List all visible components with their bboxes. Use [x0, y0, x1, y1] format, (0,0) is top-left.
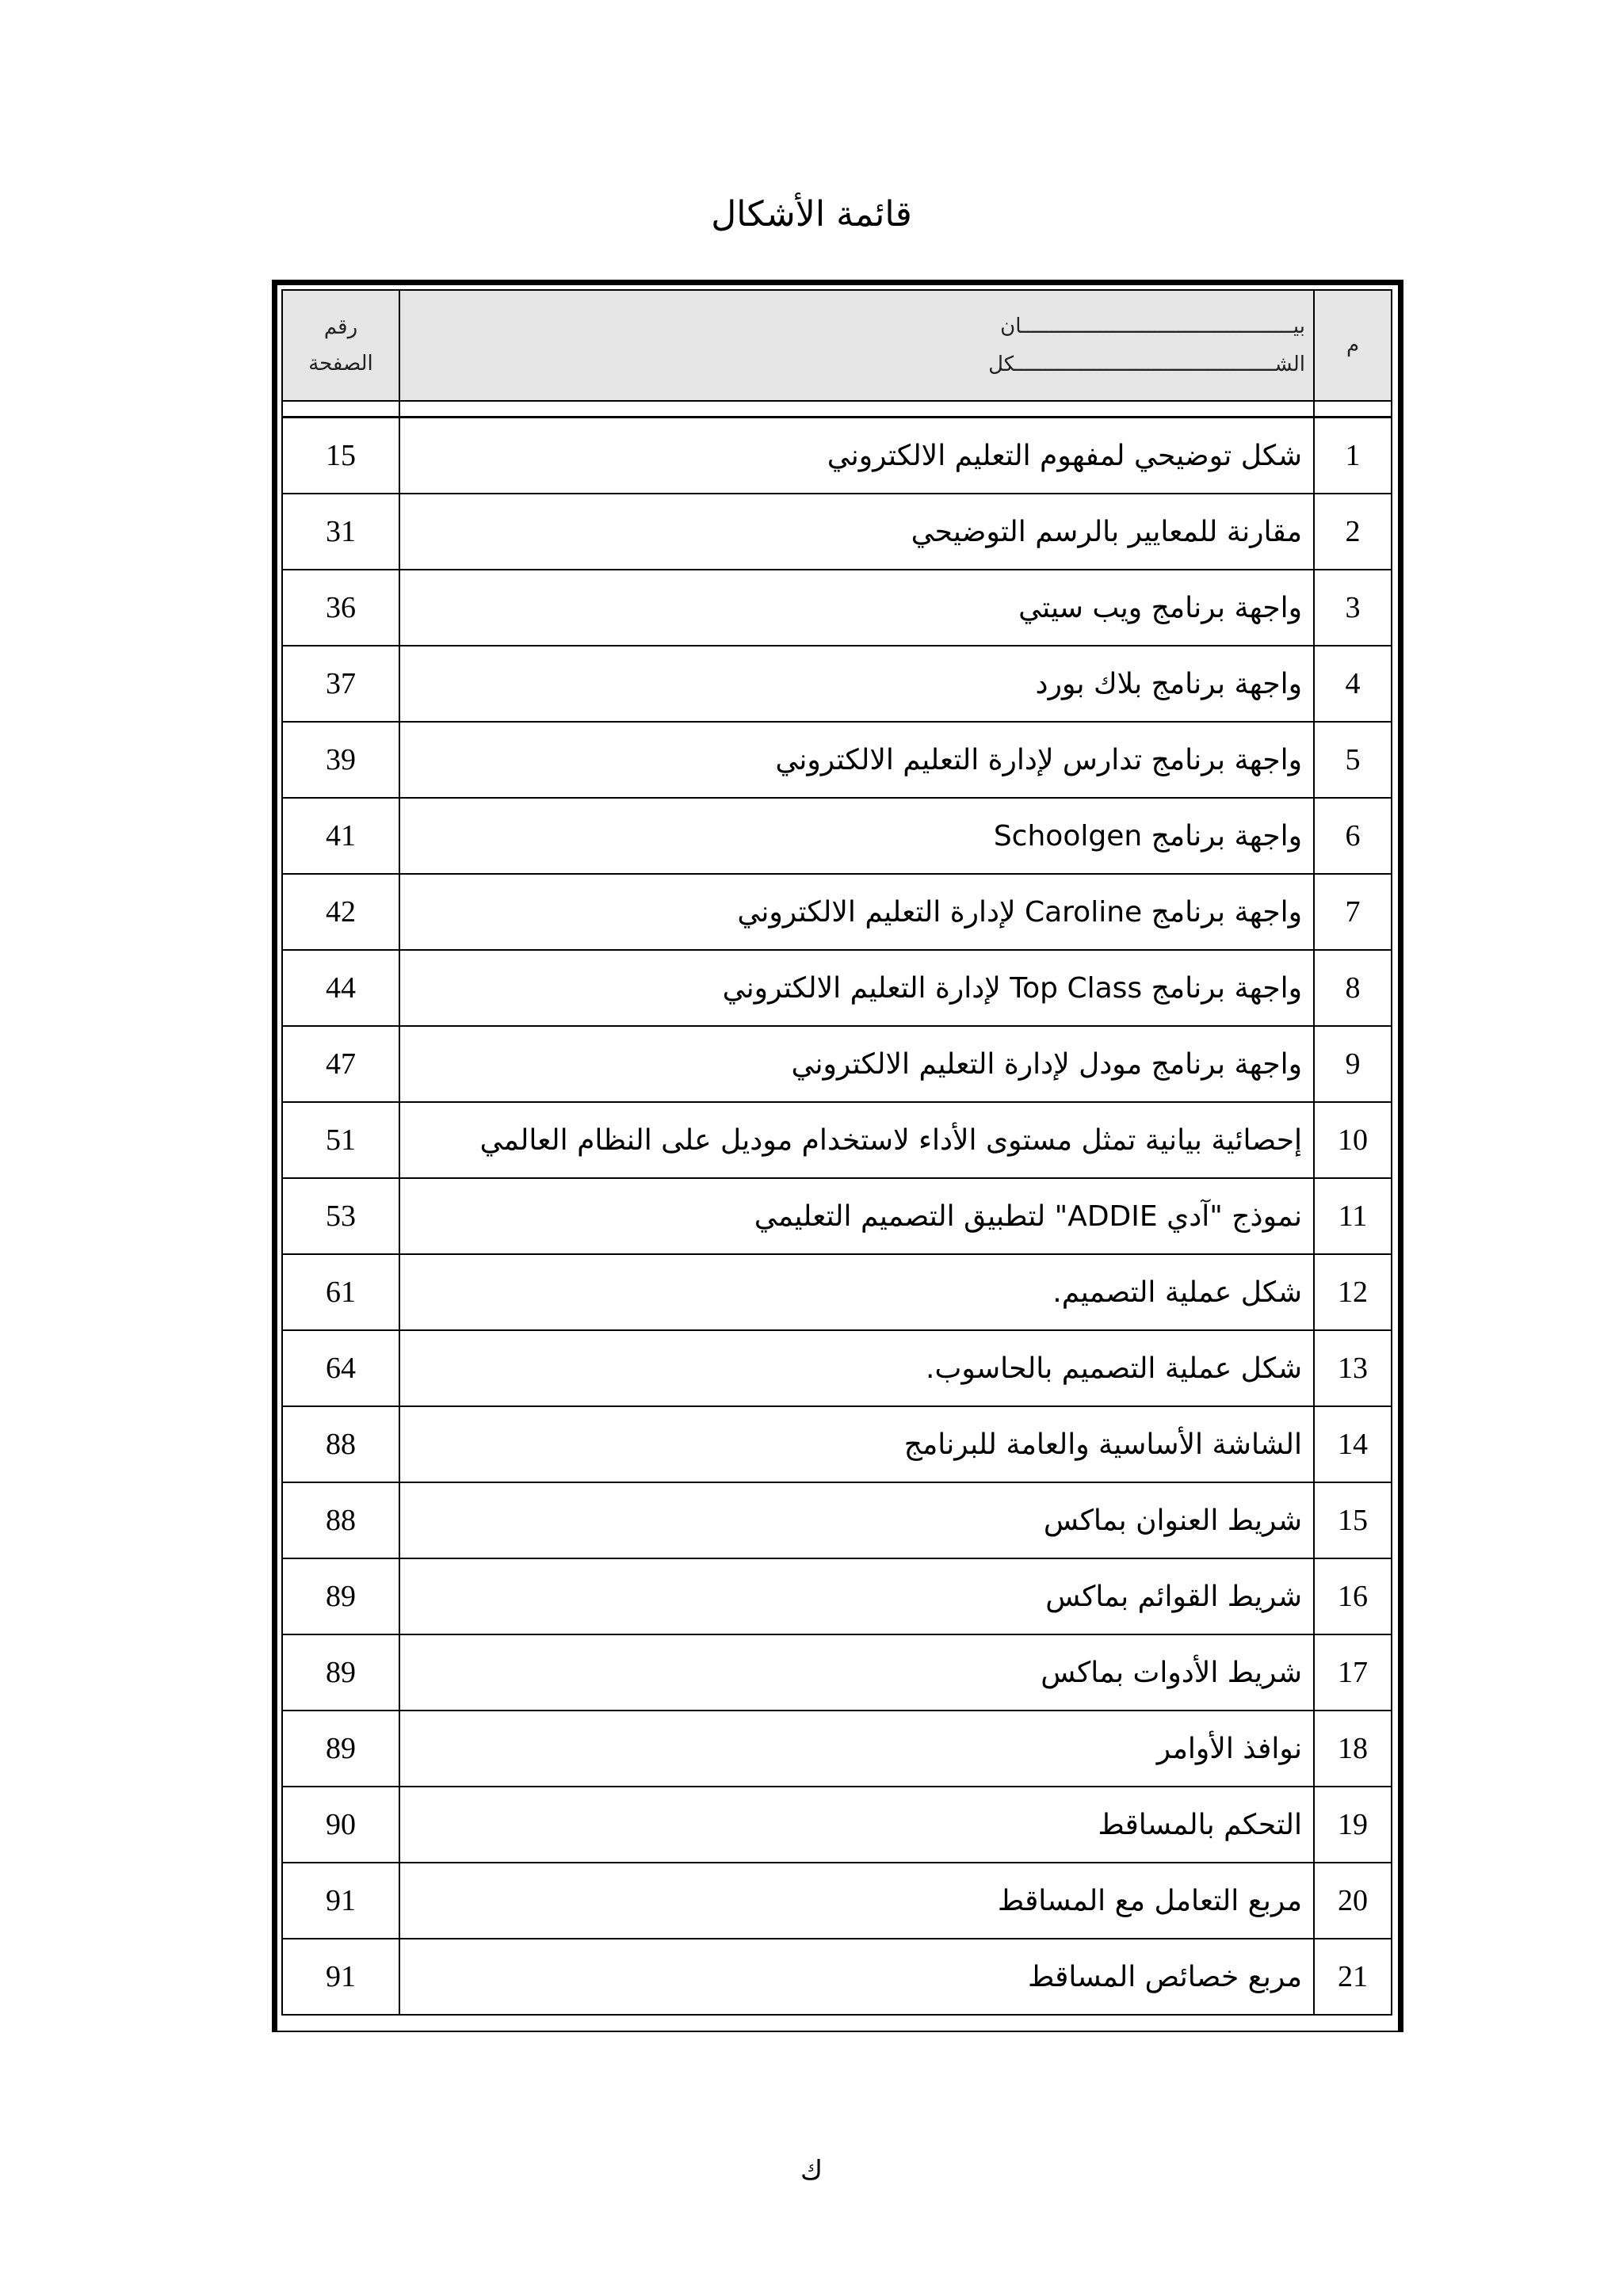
row-page: 88 — [282, 1482, 399, 1558]
table-row — [282, 1254, 1392, 1330]
table-row — [282, 1102, 1392, 1178]
row-number: 5 — [1314, 722, 1392, 798]
row-page: 37 — [282, 646, 399, 722]
page-number-footer: ك — [800, 2155, 823, 2187]
row-number: 10 — [1314, 1102, 1392, 1178]
row-number: 17 — [1314, 1634, 1392, 1711]
row-page: 89 — [282, 1634, 399, 1711]
row-number: 11 — [1314, 1178, 1392, 1254]
row-number: 16 — [1314, 1558, 1392, 1634]
table-row — [282, 494, 1392, 570]
row-description: نوافذ الأوامر — [399, 1711, 1314, 1787]
row-page: 41 — [282, 798, 399, 874]
table-row — [282, 1026, 1392, 1102]
header-description — [399, 290, 1314, 401]
row-number: 4 — [1314, 646, 1392, 722]
header-page-line1: رقم — [323, 315, 358, 339]
row-description: واجهة برنامج تدارس لإدارة التعليم الالكتروني — [399, 722, 1314, 798]
row-number: 7 — [1314, 874, 1392, 950]
row-page: 88 — [282, 1406, 399, 1482]
table-row — [282, 1863, 1392, 1939]
row-description: واجهة برنامج بلاك بورد — [399, 646, 1314, 722]
row-page: 91 — [282, 1939, 399, 2015]
row-description: شريط العنوان بماكس — [399, 1482, 1314, 1558]
row-description: الشاشة الأساسية والعامة للبرنامج — [399, 1406, 1314, 1482]
row-number: 13 — [1314, 1330, 1392, 1406]
row-page: 42 — [282, 874, 399, 950]
row-number: 18 — [1314, 1711, 1392, 1787]
table-row — [282, 570, 1392, 646]
table-row — [282, 1482, 1392, 1558]
row-number: 1 — [1314, 418, 1392, 494]
table-row — [282, 874, 1392, 950]
row-description: نموذج "آدي ADDIE" لتطبيق التصميم التعليمي — [399, 1178, 1314, 1254]
row-number: 20 — [1314, 1863, 1392, 1939]
row-page: 36 — [282, 570, 399, 646]
row-description: واجهة برنامج Caroline لإدارة التعليم الالكتروني — [399, 874, 1314, 950]
header-page-line2: الصفحة — [308, 352, 373, 376]
row-description: شريط الأدوات بماكس — [399, 1634, 1314, 1711]
spacer-cell — [1314, 401, 1392, 418]
row-description: التحكم بالمساقط — [399, 1787, 1314, 1863]
header-page — [282, 290, 399, 401]
row-description: واجهة برنامج Schoolgen — [399, 798, 1314, 874]
row-page: 89 — [282, 1711, 399, 1787]
table-row — [282, 646, 1392, 722]
table-row — [282, 1634, 1392, 1711]
table-row — [282, 722, 1392, 798]
header-spacer — [282, 401, 1392, 418]
row-page: 31 — [282, 494, 399, 570]
row-number: 12 — [1314, 1254, 1392, 1330]
table-row — [282, 1939, 1392, 2015]
table-body — [282, 418, 1392, 2016]
row-page: 89 — [282, 1558, 399, 1634]
row-page: 91 — [282, 1863, 399, 1939]
header-num: م — [1314, 290, 1392, 401]
spacer-cell — [399, 401, 1314, 418]
table-row — [282, 798, 1392, 874]
table-row — [282, 1787, 1392, 1863]
table-row — [282, 418, 1392, 494]
row-page: 47 — [282, 1026, 399, 1102]
row-page: 90 — [282, 1787, 399, 1863]
row-number: 9 — [1314, 1026, 1392, 1102]
row-number: 3 — [1314, 570, 1392, 646]
row-page: 64 — [282, 1330, 399, 1406]
row-number: 2 — [1314, 494, 1392, 570]
row-page: 15 — [282, 418, 399, 494]
row-number: 14 — [1314, 1406, 1392, 1482]
table-row — [282, 1558, 1392, 1634]
table-header-row — [282, 290, 1392, 401]
header-description-line2: الشـــــــــــــــــــــــــــــــــــــــــــكل — [988, 353, 1305, 376]
row-description: واجهة برنامج ويب سيتي — [399, 570, 1314, 646]
row-description: مربع خصائص المساقط — [399, 1939, 1314, 2015]
table-row — [282, 1178, 1392, 1254]
page-title: قائمة الأشكال — [711, 194, 912, 235]
row-description: مربع التعامل مع المساقط — [399, 1863, 1314, 1939]
row-page: 39 — [282, 722, 399, 798]
row-page: 44 — [282, 950, 399, 1026]
row-number: 6 — [1314, 798, 1392, 874]
figures-table — [281, 289, 1392, 2016]
spacer-cell — [282, 401, 399, 418]
header-description-line1: بيـــــــــــــــــــــــــــــــــــــــــــــان — [1000, 315, 1305, 338]
row-description: مقارنة للمعايير بالرسم التوضيحي — [399, 494, 1314, 570]
row-page: 53 — [282, 1178, 399, 1254]
row-number: 8 — [1314, 950, 1392, 1026]
row-number: 21 — [1314, 1939, 1392, 2015]
row-description: واجهة برنامج مودل لإدارة التعليم الالكتروني — [399, 1026, 1314, 1102]
table-row — [282, 950, 1392, 1026]
table-row — [282, 1711, 1392, 1787]
table-row — [282, 1406, 1392, 1482]
row-description: شكل عملية التصميم بالحاسوب. — [399, 1330, 1314, 1406]
row-page: 61 — [282, 1254, 399, 1330]
row-number: 15 — [1314, 1482, 1392, 1558]
row-description: شكل توضيحي لمفهوم التعليم الالكتروني — [399, 418, 1314, 494]
row-description: شكل عملية التصميم. — [399, 1254, 1314, 1330]
row-description: واجهة برنامج Top Class لإدارة التعليم الالكتروني — [399, 950, 1314, 1026]
row-description: إحصائية بيانية تمثل مستوى الأداء لاستخدام موديل على النظام العالمي — [399, 1102, 1314, 1178]
table-row — [282, 1330, 1392, 1406]
row-description: شريط القوائم بماكس — [399, 1558, 1314, 1634]
row-page: 51 — [282, 1102, 399, 1178]
row-number: 19 — [1314, 1787, 1392, 1863]
